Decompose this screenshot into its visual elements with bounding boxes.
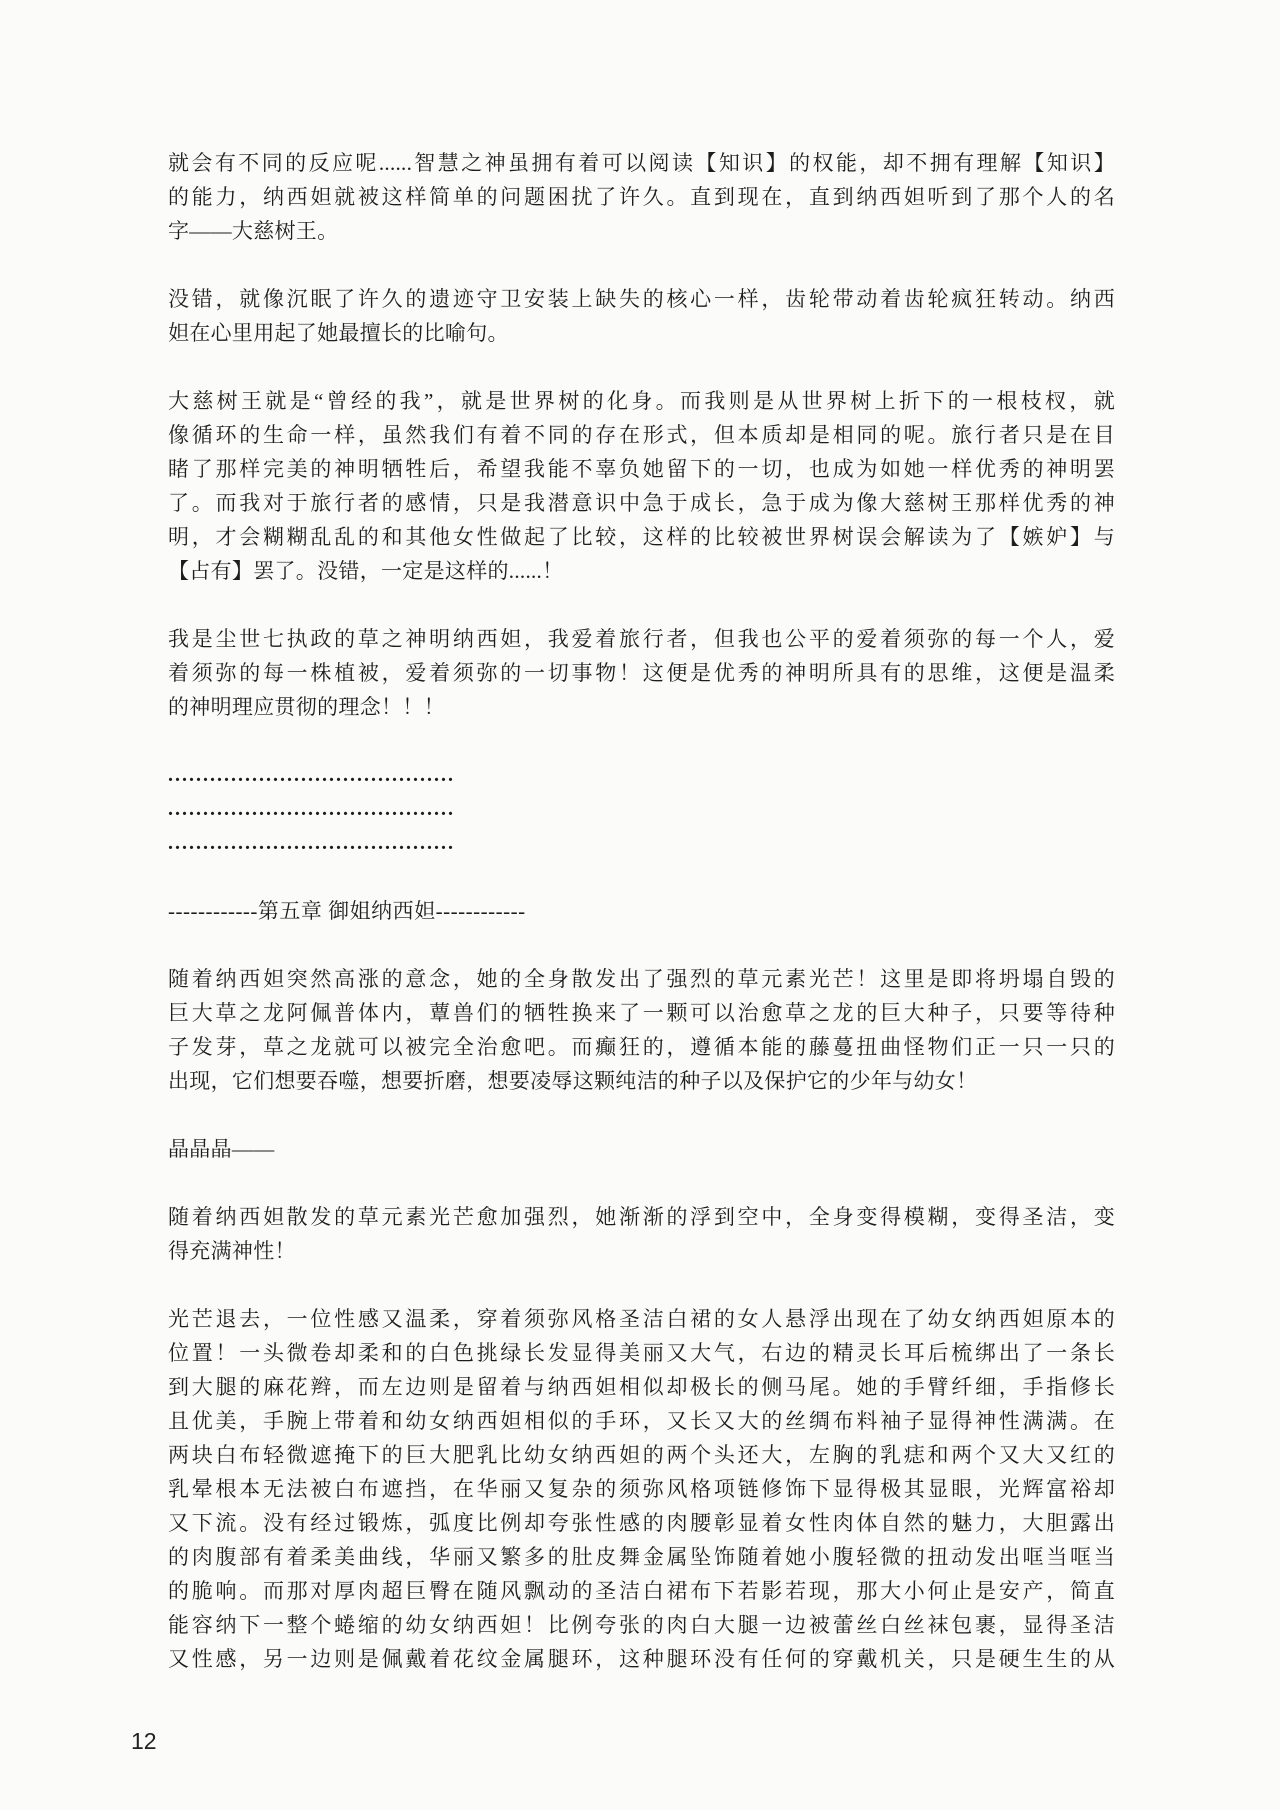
text-line: 晶晶晶—— [168, 1137, 275, 1161]
text-line: 没错，就像沉眠了许久的遗迹守卫安装上缺失的核心一样，齿轮带动着齿轮疯狂转动。纳西 [168, 287, 1115, 311]
text-line: 且优美，手腕上带着和幼女纳西妲相似的手环，又长又大的丝绸布料袖子显得神性满满。在 [168, 1409, 1115, 1433]
paragraph [168, 146, 1115, 248]
paragraph [168, 1132, 1115, 1166]
text-line: 出现，它们想要吞噬，想要折磨，想要凌辱这颗纯洁的种子以及保护它的少年与幼女！ [168, 1069, 978, 1093]
text-line: 光芒退去，一位性感又温柔，穿着须弥风格圣洁白裙的女人悬浮出现在了幼女纳西妲原本的 [168, 1307, 1115, 1331]
paragraph [168, 1200, 1115, 1268]
text-line: 睹了那样完美的神明牺牲后，希望我能不辜负她留下的一切，也成为如她一样优秀的神明罢 [168, 457, 1115, 481]
chapter-heading [168, 894, 1115, 928]
text-line: 就会有不同的反应呢......智慧之神虽拥有着可以阅读【知识】的权能，却不拥有理解【知识】 [168, 151, 1115, 175]
text-line: ......................................... [168, 832, 455, 854]
text-line: 两块白布轻微遮掩下的巨大肥乳比幼女纳西妲的两个头还大，左胸的乳痣和两个又大又红的 [168, 1443, 1115, 1467]
text-line: 的能力，纳西妲就被这样简单的问题困扰了许久。直到现在，直到纳西妲听到了那个人的名 [168, 185, 1115, 209]
paragraph [168, 962, 1115, 1098]
text-line: 字——大慈树王。 [168, 219, 339, 243]
text-line: ......................................... [168, 764, 455, 786]
paragraph [168, 384, 1115, 588]
paragraph [168, 282, 1115, 350]
paragraph [168, 622, 1115, 724]
text-line: 像循环的生命一样，虽然我们有着不同的存在形式，但本质却是相同的呢。旅行者只是在目 [168, 423, 1115, 447]
ellipsis-separator [168, 758, 1115, 860]
text-line: 了。而我对于旅行者的感情，只是我潜意识中急于成长，急于成为像大慈树王那样优秀的神 [168, 491, 1115, 515]
text-line: 又下流。没有经过锻炼，弧度比例却夸张性感的肉腰彰显着女性肉体自然的魅力，大胆露出 [168, 1511, 1115, 1535]
text-line: 的神明理应贯彻的理念！！！ [168, 695, 445, 719]
text-line: 到大腿的麻花辫，而左边则是留着与纳西妲相似却极长的侧马尾。她的手臂纤细，手指修长 [168, 1375, 1115, 1399]
text-line: ......................................... [168, 798, 455, 820]
text-line: 的肉腹部有着柔美曲线，华丽又繁多的肚皮舞金属坠饰随着她小腹轻微的扭动发出哐当哐当 [168, 1545, 1115, 1569]
text-line: 妲在心里用起了她最擅长的比喻句。 [168, 321, 509, 345]
text-line: 大慈树王就是“曾经的我”，就是世界树的化身。而我则是从世界树上折下的一根枝杈，就 [168, 389, 1115, 413]
text-line: 乳晕根本无法被白布遮挡，在华丽又复杂的须弥风格项链修饰下显得极其显眼，光辉富裕却 [168, 1477, 1115, 1501]
text-line: 随着纳西妲突然高涨的意念，她的全身散发出了强烈的草元素光芒！这里是即将坍塌自毁的 [168, 967, 1115, 991]
text-line: 的脆响。而那对厚肉超巨臀在随风飘动的圣洁白裙布下若影若现，那大小何止是安产，简直 [168, 1579, 1115, 1603]
text-line: 【占有】罢了。没错，一定是这样的......！ [168, 559, 564, 583]
text-line: 巨大草之龙阿佩普体内，蕈兽们的牺牲换来了一颗可以治愈草之龙的巨大种子，只要等待种 [168, 1001, 1115, 1025]
page-number: 12 [131, 1728, 157, 1754]
text-line: 能容纳下一整个蜷缩的幼女纳西妲！比例夸张的肉白大腿一边被蕾丝白丝袜包裹，显得圣洁 [168, 1613, 1115, 1637]
page-text [168, 146, 1115, 1676]
text-line: 着须弥的每一株植被，爱着须弥的一切事物！这便是优秀的神明所具有的思维，这便是温柔 [168, 661, 1115, 685]
paragraph [168, 1302, 1115, 1676]
text-line: 我是尘世七执政的草之神明纳西妲，我爱着旅行者，但我也公平的爱着须弥的每一个人，爱 [168, 627, 1115, 651]
text-line: 得充满神性！ [168, 1239, 296, 1263]
text-line: 子发芽，草之龙就可以被完全治愈吧。而癫狂的，遵循本能的藤蔓扭曲怪物们正一只一只的 [168, 1035, 1115, 1059]
text-line: ------------第五章 御姐纳西妲------------ [168, 899, 526, 923]
text-line: 明，才会糊糊乱乱的和其他女性做起了比较，这样的比较被世界树误会解读为了【嫉妒】与 [168, 525, 1115, 549]
text-line: 又性感，另一边则是佩戴着花纹金属腿环，这种腿环没有任何的穿戴机关，只是硬生生的从 [168, 1647, 1115, 1671]
text-line: 位置！一头微卷却柔和的白色挑绿长发显得美丽又大气，右边的精灵长耳后梳绑出了一条长 [168, 1341, 1115, 1365]
text-line: 随着纳西妲散发的草元素光芒愈加强烈，她渐渐的浮到空中，全身变得模糊，变得圣洁，变 [168, 1205, 1115, 1229]
